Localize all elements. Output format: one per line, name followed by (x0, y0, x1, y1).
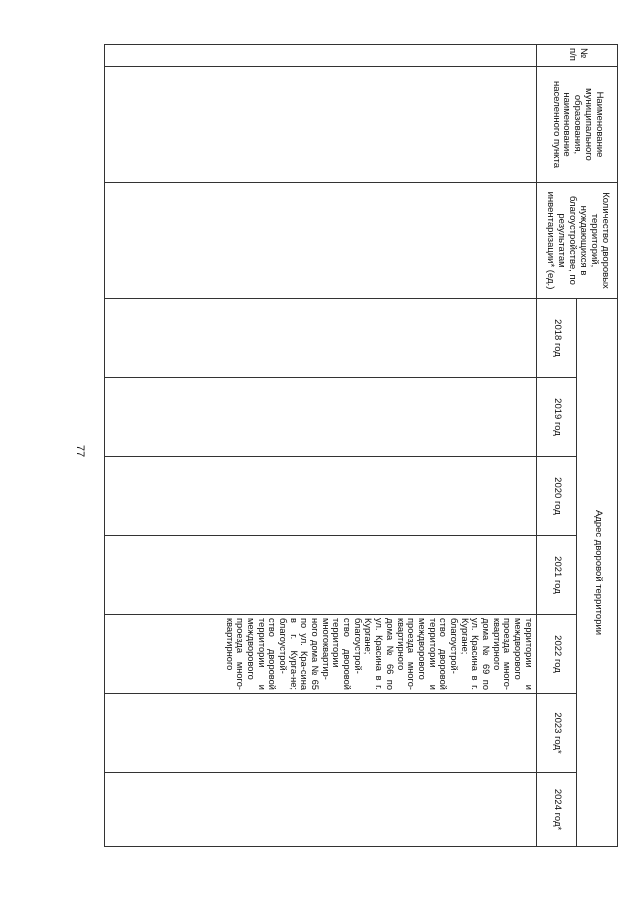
cell-2018 (105, 299, 537, 378)
header-year-2022: 2022 год (536, 615, 577, 694)
cell-2022: территории и междворового проезда много-квартирного дома № 69 по ул. Красина в г. Кургане; благоустрой-ство дворовой территории и междворового проезда много-квартирного дома № 66 по ул. Красина в г. Кургане; благоустрой-ство дворовой территории многоквартир-ного дома № 65 по ул. Кра-сина в г. Курга-не; благоустрой-ство дворовой территории и междворового проезда много-квартирного (105, 615, 537, 694)
header-year-2021: 2021 год (536, 536, 577, 615)
cell-2019 (105, 378, 537, 457)
cell-2021 (105, 536, 537, 615)
page-number: 77 (74, 444, 86, 458)
header-address-group: Адрес дворовой территории (577, 299, 618, 847)
cell-2024 (105, 773, 537, 847)
rotated-table-area (104, 44, 618, 846)
courtyard-table (104, 44, 618, 847)
cell-2023 (105, 694, 537, 773)
header-municipality: Наименование муниципального образования, наименование населенного пункта (536, 67, 617, 183)
cell-no (105, 45, 537, 67)
header-count: Количество дворовых территорий, нуждающихся в благоустройстве, по результатам инвентаризации* (ед.) (536, 183, 617, 299)
header-no: № п/п (536, 45, 617, 67)
cell-count (105, 183, 537, 299)
cell-municipality (105, 67, 537, 183)
header-year-2023: 2023 год* (536, 694, 577, 773)
header-year-2020: 2020 год (536, 457, 577, 536)
table-row (105, 45, 537, 847)
header-year-2024: 2024 год* (536, 773, 577, 847)
header-year-2019: 2019 год (536, 378, 577, 457)
header-year-2018: 2018 год (536, 299, 577, 378)
cell-2020 (105, 457, 537, 536)
